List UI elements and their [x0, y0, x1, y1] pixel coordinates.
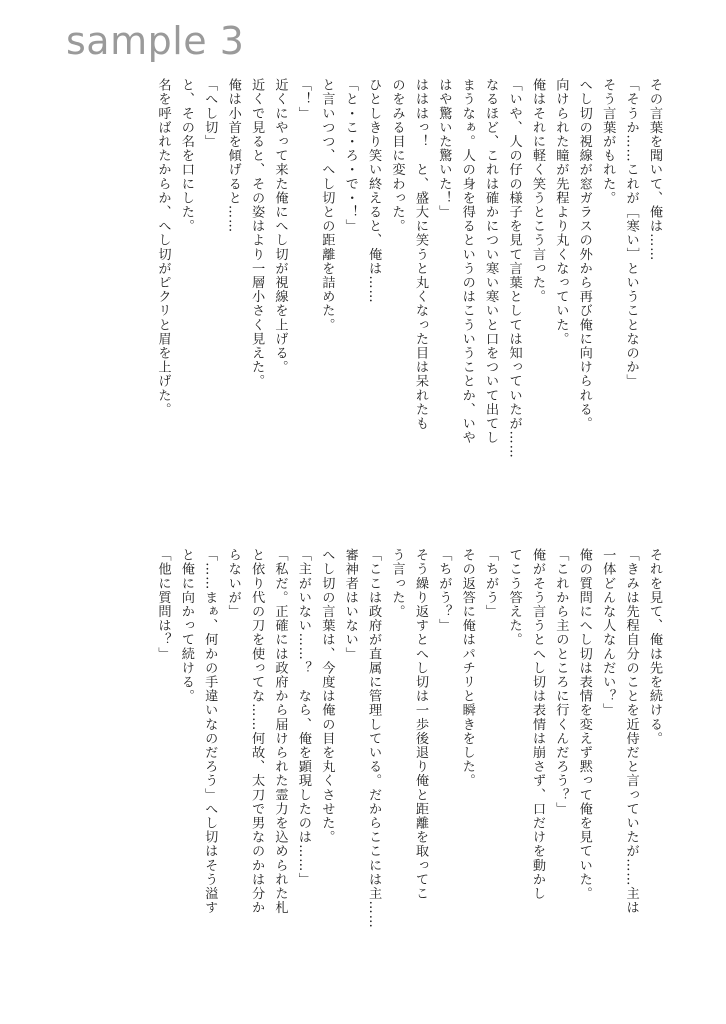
- text-line: まうなぁ。人の身を得るというのはこういうことか、いや: [459, 78, 475, 445]
- text-line: ひとしきり笑い終えると、俺は……: [366, 78, 382, 304]
- text-line: 「いや、人の仔の様子を見て言葉としては知っていたが……: [506, 78, 522, 459]
- text-line: てこう答えた。: [506, 548, 522, 647]
- text-line: 俺の質問にへし切は表情を変えず黙って俺を見ていた。: [576, 548, 592, 901]
- text-line: その返答に俺はパチリと瞬きをした。: [459, 548, 475, 788]
- text-line: なるほど、これは確かについ寒い寒いと口をついて出てし: [483, 78, 499, 445]
- upper-text-block: [50, 78, 666, 498]
- text-line: と俺に向かって続ける。: [178, 548, 194, 704]
- text-line: 審神者はいない」: [342, 548, 358, 661]
- text-line: そう繰り返すとへし切は一歩後退り俺と距離を取ってこ: [412, 548, 428, 901]
- text-line: はははっ！ と、盛大に笑うと丸くなった目は呆れたも: [412, 78, 428, 431]
- text-line: その言葉を聞いて、俺は……: [647, 78, 662, 262]
- text-line: 「そうか……これが［寒い］ということなのか」: [623, 78, 639, 389]
- text-line: と、その名を口にした。: [178, 78, 194, 234]
- text-line: 俺は小首を傾げると……: [225, 78, 241, 234]
- lower-text-block: [50, 548, 666, 968]
- text-line: う言った。: [389, 548, 405, 619]
- text-line: 「へし切」: [202, 78, 218, 149]
- text-line: 「主がいない……？ なら、俺を顕現したのは……」: [295, 548, 311, 887]
- text-line: 「ちがう？」: [436, 548, 452, 633]
- text-line: 「私だ。正確には政府から届けられた霊力を込められた札: [272, 548, 288, 915]
- text-line: 近くで見ると、その姿はより一層小さく見えた。: [249, 78, 265, 389]
- text-line: そう言葉がもれた。: [600, 78, 616, 205]
- text-line: 俺はそれに軽く笑うとこう言った。: [529, 78, 545, 304]
- text-line: 「……まぁ、何かの手違いなのだろう」へし切はそう溢す: [202, 548, 218, 915]
- text-line: のをみる目に変わった。: [389, 78, 405, 234]
- text-line: へし切の言葉は、今度は俺の目を丸くさせた。: [319, 548, 335, 845]
- sample-watermark-label: sample 3: [66, 19, 245, 63]
- text-line: と依り代の刀を使ってな……何故、太刀で男なのかは分か: [249, 548, 265, 915]
- text-line: 「きみは先程自分のことを近侍だと言っていたが……主は: [623, 548, 639, 915]
- text-line: 「これから主のところに行くんだろう？」: [553, 548, 569, 816]
- text-line: と言いつつ、へし切との距離を詰めた。: [319, 78, 335, 332]
- text-line: 「他に質問は？」: [155, 548, 171, 661]
- text-line: 向けられた瞳が先程より丸くなっていた。: [553, 78, 569, 346]
- text-line: 「ちがう」: [483, 548, 499, 619]
- text-line: 名を呼ばれたからか、へし切がピクリと眉を上げた。: [155, 78, 171, 417]
- text-line: 「ここは政府が直属に管理している。だからここには主……: [366, 548, 382, 929]
- text-line: 一体どんな人なんだい？」: [600, 548, 616, 718]
- text-line: らないが」: [225, 548, 241, 619]
- text-line: 「！」: [295, 78, 311, 121]
- text-line: 近くにやって来た俺にへし切が視線を上げる。: [272, 78, 288, 375]
- text-line: へし切の視線が窓ガラスの外から再び俺に向けられる。: [576, 78, 592, 431]
- text-line: 「と・こ・ろ・で・！」: [342, 78, 358, 234]
- text-line: はや驚いた驚いた！」: [436, 78, 452, 219]
- text-line: 俺がそう言うとへし切は表情は崩さず、口だけを動かし: [529, 548, 545, 901]
- text-line: それを見て、俺は先を続ける。: [647, 548, 662, 746]
